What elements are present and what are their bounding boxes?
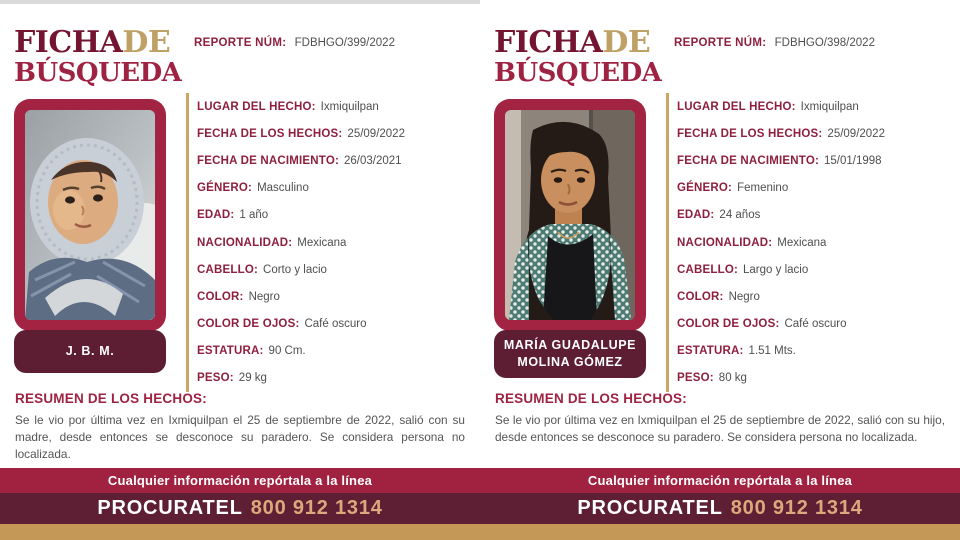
- footer-report-text: Cualquier información repórtala a la línea: [107, 473, 373, 488]
- field-value: Mexicana: [297, 236, 347, 249]
- hotline-phone-number: 800 912 1314: [730, 497, 863, 519]
- field-label: FECHA DE NACIMIENTO:: [677, 154, 819, 167]
- field-label: FECHA DE LOS HECHOS:: [197, 127, 343, 140]
- field-value: Café oscuro: [304, 318, 367, 331]
- field-row-nacionalidad: [677, 229, 950, 256]
- name-plate: [494, 330, 646, 378]
- field-label: COLOR:: [197, 290, 244, 303]
- report-number-row: [194, 37, 395, 49]
- footer-report-line: [480, 468, 960, 493]
- field-value: Negro: [248, 290, 280, 303]
- field-label: LUGAR DEL HECHO:: [197, 100, 316, 113]
- field-row-fecha-nacimiento: [677, 147, 950, 174]
- field-value: Café oscuro: [784, 318, 847, 331]
- field-value: 29 kg: [238, 372, 267, 385]
- field-value: Negro: [728, 290, 760, 303]
- title-ficha: FICHA: [494, 25, 603, 60]
- field-row-color-ojos: [197, 311, 470, 338]
- person-name: J. B. M.: [65, 344, 115, 359]
- field-label: COLOR DE OJOS:: [677, 318, 780, 331]
- report-number-value: FDBHGO/398/2022: [774, 37, 875, 49]
- field-value: Mexicana: [777, 236, 827, 249]
- report-number-label: REPORTE NÚM:: [674, 37, 767, 49]
- person-details-list: [186, 93, 470, 392]
- field-label: COLOR DE OJOS:: [197, 318, 300, 331]
- field-row-genero: [677, 175, 950, 202]
- field-label: CABELLO:: [677, 263, 739, 276]
- woman-photo-illustration: [505, 110, 635, 320]
- field-label: PESO:: [677, 372, 714, 385]
- field-value: Ixmiquilpan: [800, 100, 859, 113]
- person-details-list: [666, 93, 950, 392]
- missing-person-photo-baby: [25, 110, 155, 320]
- field-row-cabello: [197, 256, 470, 283]
- field-row-lugar: [197, 93, 470, 120]
- footer-gold-strip: [0, 524, 480, 540]
- field-label: GÉNERO:: [677, 182, 733, 195]
- poster-title: [494, 25, 664, 88]
- summary-title: RESUMEN DE LOS HECHOS:: [15, 391, 207, 406]
- field-label: GÉNERO:: [197, 182, 253, 195]
- field-label: EDAD:: [677, 209, 715, 222]
- summary-title: RESUMEN DE LOS HECHOS:: [495, 391, 687, 406]
- footer-hotline: [0, 493, 480, 524]
- baby-photo-illustration: [25, 110, 155, 320]
- field-row-edad: [197, 202, 470, 229]
- footer-gold-strip: [480, 524, 960, 540]
- report-number-label: REPORTE NÚM:: [194, 37, 287, 49]
- procuratel-brand: PROCURATEL: [577, 497, 723, 519]
- field-value: 25/09/2022: [827, 127, 885, 140]
- field-row-lugar: [677, 93, 950, 120]
- poster-top-edge: [0, 0, 480, 4]
- field-label: LUGAR DEL HECHO:: [677, 100, 796, 113]
- field-label: ESTATURA:: [197, 345, 264, 358]
- field-label: FECHA DE NACIMIENTO:: [197, 154, 339, 167]
- field-value: Largo y lacio: [743, 263, 809, 276]
- field-row-estatura: [197, 338, 470, 365]
- procuratel-brand: PROCURATEL: [97, 497, 243, 519]
- field-row-cabello: [677, 256, 950, 283]
- field-value: 1 año: [239, 209, 269, 222]
- field-value: Femenino: [737, 182, 789, 195]
- field-row-peso: [197, 365, 470, 392]
- field-label: COLOR:: [677, 290, 724, 303]
- field-row-fecha-nacimiento: [197, 147, 470, 174]
- title-de: DE: [602, 25, 651, 60]
- field-value: 25/09/2022: [347, 127, 405, 140]
- field-value: Corto y lacio: [263, 263, 327, 276]
- summary-text: Se le vio por última vez en Ixmiquilpan el 25 de septiembre de 2022, salió con su hijo, desde entonces se desconoce su paradero. Se considera persona no localizada.: [495, 413, 945, 444]
- field-label: CABELLO:: [197, 263, 259, 276]
- title-de: DE: [122, 25, 171, 60]
- field-row-estatura: [677, 338, 950, 365]
- field-label: EDAD:: [197, 209, 235, 222]
- footer-report-line: [0, 468, 480, 493]
- hotline-phone-number: 800 912 1314: [250, 497, 383, 519]
- title-busqueda: BÚSQUEDA: [494, 58, 662, 88]
- footer-hotline: [480, 493, 960, 524]
- field-row-fecha-hechos: [677, 120, 950, 147]
- photo-frame: [494, 99, 646, 331]
- field-row-nacionalidad: [197, 229, 470, 256]
- field-label: PESO:: [197, 372, 234, 385]
- field-row-edad: [677, 202, 950, 229]
- missing-person-photo-woman: [505, 110, 635, 320]
- field-value: Masculino: [257, 182, 309, 195]
- field-label: ESTATURA:: [677, 345, 744, 358]
- field-row-genero: [197, 175, 470, 202]
- search-poster-right: [480, 0, 960, 540]
- title-busqueda: BÚSQUEDA: [14, 58, 182, 88]
- title-ficha: FICHA: [14, 25, 123, 60]
- field-row-fecha-hechos: [197, 120, 470, 147]
- field-value: 24 años: [719, 209, 761, 222]
- field-value: 1.51 Mts.: [748, 345, 796, 358]
- field-value: 80 kg: [718, 372, 747, 385]
- field-value: Ixmiquilpan: [320, 100, 379, 113]
- photo-frame: [14, 99, 166, 331]
- field-label: NACIONALIDAD:: [677, 236, 773, 249]
- field-value: 90 Cm.: [268, 345, 306, 358]
- poster-title: [14, 25, 184, 88]
- field-row-peso: [677, 365, 950, 392]
- report-number-row: [674, 37, 875, 49]
- person-name: MARÍA GUADALUPE MOLINA GÓMEZ: [503, 338, 637, 369]
- footer-report-text: Cualquier información repórtala a la línea: [587, 473, 853, 488]
- summary-text: Se le vio por última vez en Ixmiquilpan el 25 de septiembre de 2022, salió con su madre, desde entonces se desconoce su paradero. Se considera persona no localizada.: [15, 413, 465, 461]
- field-row-color: [677, 283, 950, 310]
- name-plate: [14, 330, 166, 373]
- field-label: NACIONALIDAD:: [197, 236, 293, 249]
- field-label: FECHA DE LOS HECHOS:: [677, 127, 823, 140]
- field-row-color: [197, 283, 470, 310]
- field-value: 15/01/1998: [824, 154, 882, 167]
- field-value: 26/03/2021: [344, 154, 402, 167]
- field-row-color-ojos: [677, 311, 950, 338]
- report-number-value: FDBHGO/399/2022: [294, 37, 395, 49]
